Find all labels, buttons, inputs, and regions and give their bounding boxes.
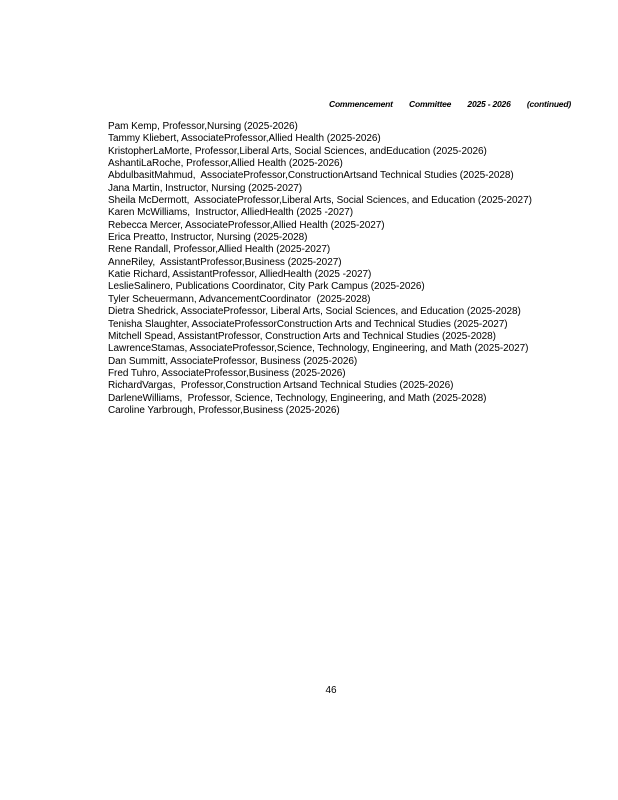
committee-member-list	[108, 121, 598, 417]
member-line: LawrenceStamas, AssociateProfessor,Science, Technology, Engineering, and Math (2025-2027)	[108, 343, 529, 355]
member-line: LeslieSalinero, Publications Coordinator, City Park Campus (2025-2026)	[108, 281, 425, 293]
member-line: Tyler Scheuermann, AdvancementCoordinator (2025-2028)	[108, 293, 371, 305]
member-line: Sheila McDermott, AssociateProfessor,Liberal Arts, Social Sciences, and Education (2025-2027)	[108, 195, 532, 207]
member-line: Dietra Shedrick, AssociateProfessor, Liberal Arts, Social Sciences, and Education (2025-2028)	[108, 306, 521, 318]
member-line: AshantiLaRoche, Professor,Allied Health (2025-2026)	[108, 158, 343, 170]
member-line: Erica Preatto, Instructor, Nursing (2025-2028)	[108, 232, 308, 244]
header-word-years: 2025 - 2026	[467, 99, 511, 109]
member-line: Fred Tuhro, AssociateProfessor,Business (2025-2026)	[108, 367, 346, 379]
member-line: Rebecca Mercer, AssociateProfessor,Allied Health (2025-2027)	[108, 219, 385, 231]
member-line: Caroline Yarbrough, Professor,Business (2025-2026)	[108, 404, 340, 416]
member-line: Katie Richard, AssistantProfessor, AlliedHealth (2025 -2027)	[108, 269, 372, 281]
header-word-continued: (continued)	[526, 99, 571, 109]
member-line: Rene Randall, Professor,Allied Health (2025-2027)	[108, 244, 331, 256]
header-word-commencement: Commencement	[329, 99, 393, 109]
member-line: Mitchell Spead, AssistantProfessor, Construction Arts and Technical Studies (2025-2028)	[108, 330, 496, 342]
member-line: RichardVargas, Professor,Construction Artsand Technical Studies (2025-2026)	[108, 380, 454, 392]
member-line: Jana Martin, Instructor, Nursing (2025-2027)	[108, 182, 303, 194]
member-line: Tenisha Slaughter, AssociateProfessorConstruction Arts and Technical Studies (2025-2027)	[108, 318, 508, 330]
member-line: Tammy Kliebert, AssociateProfessor,Allied Health (2025-2026)	[108, 133, 381, 145]
page-number: 46	[325, 685, 337, 696]
header-word-committee: Committee	[409, 99, 452, 109]
member-line: Karen McWilliams, Instructor, AlliedHealth (2025 -2027)	[108, 207, 354, 219]
member-line: KristopherLaMorte, Professor,Liberal Arts, Social Sciences, andEducation (2025-2026)	[108, 145, 487, 157]
member-line: AnneRiley, AssistantProfessor,Business (2025-2027)	[108, 256, 342, 268]
member-line: Dan Summitt, AssociateProfessor, Business (2025-2026)	[108, 355, 358, 367]
member-line: Pam Kemp, Professor,Nursing (2025-2026)	[108, 121, 298, 132]
member-line: AbdulbasitMahmud, AssociateProfessor,ConstructionArtsand Technical Studies (2025-2028)	[108, 170, 514, 182]
member-line: DarleneWilliams, Professor, Science, Technology, Engineering, and Math (2025-2028)	[108, 392, 487, 404]
page-header	[329, 99, 571, 110]
